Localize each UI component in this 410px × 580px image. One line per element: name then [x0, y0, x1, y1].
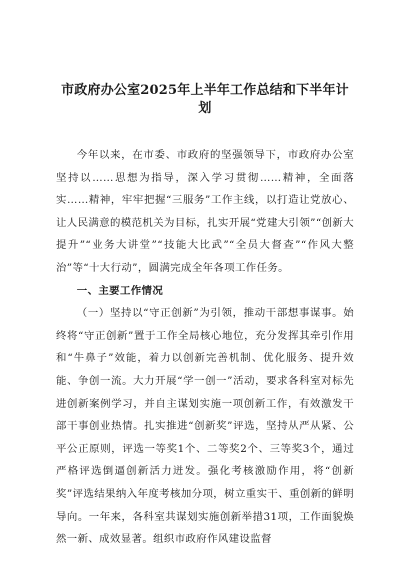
document-title: 市政府办公室2025年上半年工作总结和下半年计划 [61, 83, 349, 116]
subsection-paragraph-innovation [56, 302, 354, 551]
title-spacer [56, 118, 354, 144]
intro-paragraph: 今年以来，在市委、市政府的坚强领导下，市政府办公室坚持以……思想为指导，深入学习贯彻……精神，全面落实……精神，牢牢把握“三服务”工作主线，以打造让党放心、让人民满意的模范机关为目标，扎实开展“党建大引领”“创新大提升”“业务大讲堂”“技能大比武”“全员大督查”“作风大整治”等“十大行动”，圆满完成全年各项工作任务。 [56, 149, 354, 274]
subsection-heading-innovation: （一）坚持以“守正创新”为引领，推动干部想事谋事。 [76, 307, 344, 320]
subsection-body-innovation: 始终将“守正创新”置于工作全局核心地位，充分发挥其牵引作用和“牛鼻子”效能，着力以创新完善机制、优化服务、提升效能、争创一流。大力开展“学一创一”活动，要求各科室对标先进创新案例学习，并自主谋划实施一项创新工作，有效激发干部干事创业热情。扎实推进“创新奖”评选，坚持从严从紧、公平公正原则，评选一等奖1个、二等奖2个、三等奖3个，通过严格评选倒逼创新活力迸发。强化考核激励作用，将“创新奖”评选结果纳入年度考核加分项，树立重实干、重创新的鲜明导向。一年来，各科室共谋划实施创新举措31项，工作面貌焕然一新、成效显著。组织市政府作风建设监督 [56, 307, 354, 546]
section-heading-main-work: 一、主要工作情况 [76, 284, 164, 297]
